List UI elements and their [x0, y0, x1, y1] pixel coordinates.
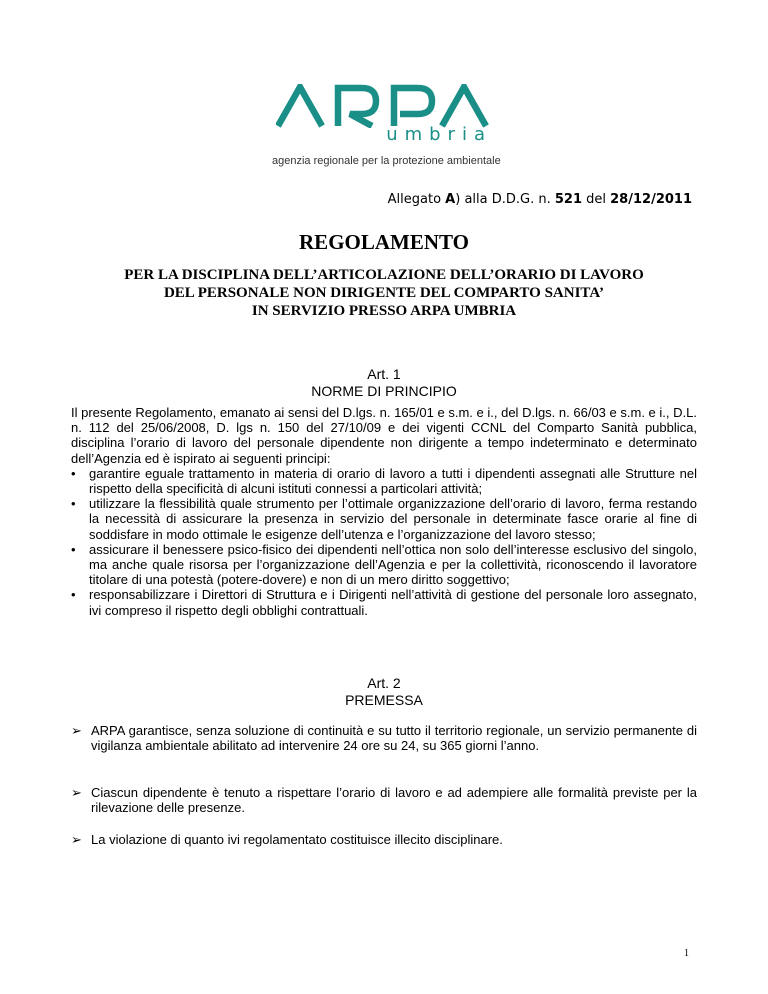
page-number: 1 — [684, 948, 689, 959]
list-item — [71, 587, 697, 617]
principle-text: responsabilizzare i Direttori di Struttura e i Dirigenti nell’attività di gestione del personale loro assegnato, ivi compreso il rispetto degli obblighi contrattuali. — [89, 587, 697, 618]
principle-text: garantire eguale trattamento in materia di orario di lavoro a tutti i dipendenti assegnati alle Strutture nel rispetto della specificità di alcuni istituti connessi a particolari attività; — [89, 465, 697, 497]
arpa-wordmark — [276, 84, 492, 128]
arpa-umbria-logo — [272, 84, 501, 167]
list-item — [71, 542, 697, 588]
subtitle-line-1: PER LA DISCIPLINA DELL’ARTICOLAZIONE DELL’ORARIO DI LAVORO — [124, 267, 644, 283]
arrow-bullet-icon: ➢ — [71, 832, 82, 847]
bullet-icon: • — [71, 465, 76, 481]
logo-subtitle: umbria — [386, 124, 492, 145]
art2-heading: PREMESSA — [345, 692, 423, 708]
arrow-bullet-icon: ➢ — [71, 723, 82, 738]
document-title: REGOLAMENTO — [299, 230, 469, 254]
allegato-date: 28/12/2011 — [610, 192, 692, 207]
subtitle-line-2: DEL PERSONALE NON DIRIGENTE DEL COMPARTO SANITA’ — [163, 285, 605, 301]
premessa-text: La violazione di quanto ivi regolamentato costituisce illecito disciplinare. — [91, 832, 503, 847]
arrow-bullet-icon: ➢ — [71, 785, 82, 800]
allegato-prefix: Allegato — [387, 192, 446, 207]
principle-text: assicurare il benessere psico-fisico dei dipendenti nell’ottica non solo dell’interesse esclusivo del singolo, ma anche quale risorsa per l’organizzazione dell’Agenzia e per la collettività, riconoscendo il lavoratore titolare di una potestà (potere-dovere) e non di un mero diritto soggettivo; — [89, 541, 697, 588]
allegato-middle: ) alla D.D.G. n. — [455, 192, 555, 207]
premessa-text: Ciascun dipendente è tenuto a rispettare l’orario di lavoro e ad adempiere alle formalità previste per la rilevazione delle presenze. — [91, 785, 697, 816]
art2-number: Art. 2 — [367, 675, 401, 691]
list-item — [71, 832, 697, 847]
art1-header — [0, 366, 768, 400]
art2-header — [0, 675, 768, 709]
list-item — [71, 466, 697, 496]
allegato-number: 521 — [554, 192, 582, 207]
list-item — [71, 496, 697, 542]
list-item — [71, 723, 697, 754]
allegato-del: del — [582, 192, 611, 207]
allegato-letter: A — [445, 192, 456, 207]
logo-tagline: agenzia regionale per la protezione ambientale — [272, 155, 501, 167]
bullet-icon: • — [71, 496, 76, 512]
list-item — [71, 785, 697, 816]
art1-intro: Il presente Regolamento, emanato ai sensi del D.lgs. n. 165/01 e s.m. e i., del D.lgs. n. 66/03 e s.m. e i., D.L. n. 112 del 25/06/2008, D. lgs n. 150 del 27/10/09 e dei vigenti CCNL del Comparto Sanità pubblica, disciplina l’orario di lavoro del personale dipendente non dirigente a tempo indeterminato e determinato dell’Agenzia ed è ispirato ai seguenti principi: — [71, 405, 697, 466]
art1-body — [71, 405, 697, 618]
allegato-reference — [0, 192, 692, 207]
premessa-text: ARPA garantisce, senza soluzione di continuità e su tutto il territorio regionale, un servizio permanente di vigilanza ambientale abilitato ad intervenire 24 ore su 24, su 365 giorni l’anno. — [91, 723, 697, 754]
bullet-icon: • — [71, 541, 76, 557]
document-subtitle — [0, 266, 768, 320]
art1-principles-list — [71, 466, 697, 618]
subtitle-line-3: IN SERVIZIO PRESSO ARPA UMBRIA — [251, 303, 517, 319]
principle-text: utilizzare la flessibilità quale strumento per l’ottimale organizzazione dell’orario di lavoro, ferma restando la necessità di assicurare la presenza in servizio del personale in determinate fasce orarie al fine di soddisfare in modo ottimale le esigenze dell’utenza e l’organizzazione del lavoro stesso; — [89, 496, 697, 542]
bullet-icon: • — [71, 587, 76, 603]
art1-number: Art. 1 — [367, 366, 401, 382]
art1-heading: NORME DI PRINCIPIO — [311, 383, 457, 399]
